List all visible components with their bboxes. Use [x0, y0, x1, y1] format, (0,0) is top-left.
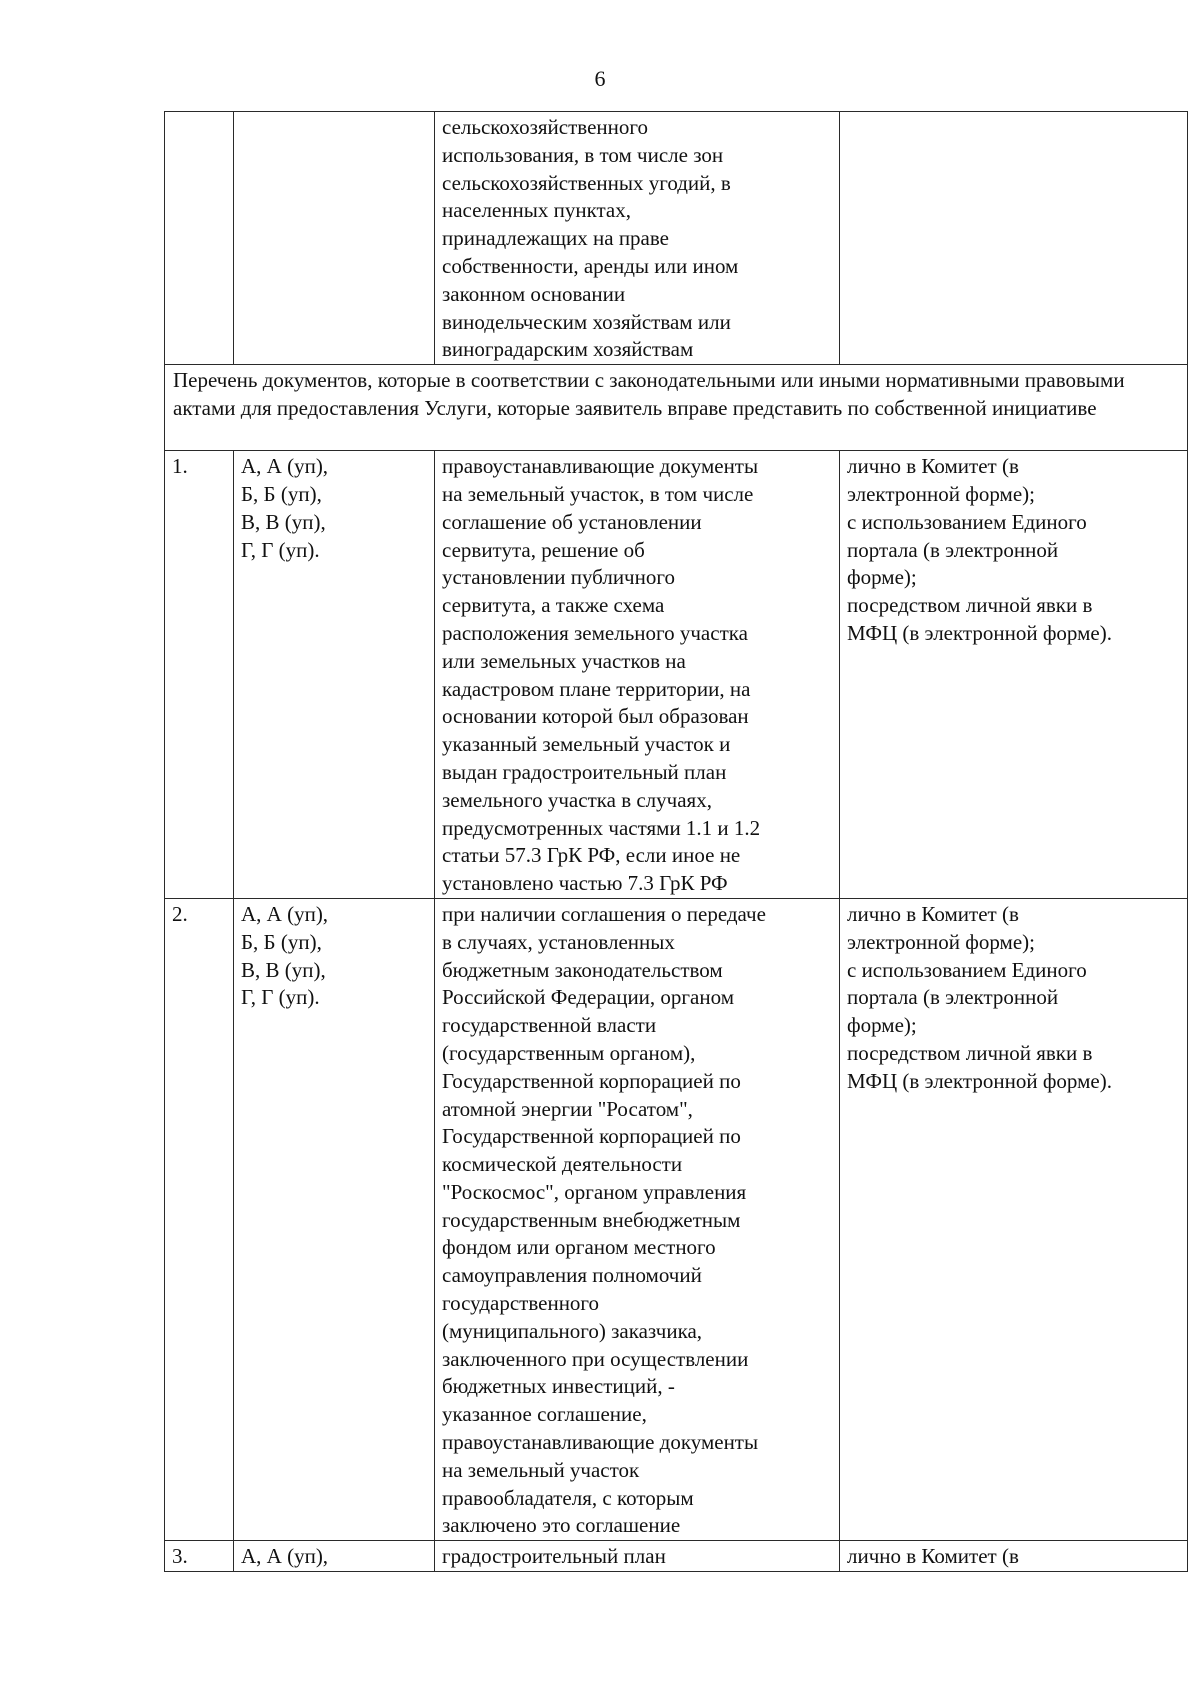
row-document: градостроительный план	[435, 1541, 840, 1572]
row-number: 3.	[165, 1541, 234, 1572]
cell-number	[165, 112, 234, 365]
row-number: 1.	[165, 451, 234, 899]
row-method: лично в Комитет (в	[840, 1541, 1188, 1572]
documents-table	[164, 111, 1188, 1572]
table-row-continuation	[165, 112, 1188, 365]
cell-categories	[234, 112, 435, 365]
row-number: 2.	[165, 898, 234, 1540]
row-method: лично в Комитет (в электронной форме); с использованием Единого портала (в электронной форме); посредством личной явки в МФЦ (в электронной форме).	[840, 898, 1188, 1540]
table-row	[165, 1541, 1188, 1572]
row-document: при наличии соглашения о передаче в случаях, установленных бюджетным законодательством Российской Федерации, органом государственной власти (государственным органом), Государственной корпорацией по атомной энергии "Росатом", Государственной корпорацией по космической деятельности "Роскосмос", органом управления государственным внебюджетным фондом или органом местного самоуправления полномочий государственного (муниципального) заказчика, заключенного при осуществлении бюджетных инвестиций, - указанное соглашение, правоустанавливающие документы на земельный участок правообладателя, с которым заключено это соглашение	[435, 898, 840, 1540]
table-row	[165, 451, 1188, 899]
page-number: 6	[594, 66, 606, 91]
cell-method	[840, 112, 1188, 365]
row-method: лично в Комитет (в электронной форме); с использованием Единого портала (в электронной форме); посредством личной явки в МФЦ (в электронной форме).	[840, 451, 1188, 899]
table-row	[165, 898, 1188, 1540]
section-header: Перечень документов, которые в соответствии с законодательными или иными нормативными правовыми актами для предоставления Услуги, которые заявитель вправе представить по собственной инициативе	[165, 365, 1188, 451]
row-categories: А, А (уп), Б, Б (уп), В, В (уп), Г, Г (уп).	[234, 451, 435, 899]
row-document: правоустанавливающие документы на земельный участок, в том числе соглашение об установлении сервитута, решение об установлении публичного сервитута, а также схема расположения земельного участка или земельных участков на кадастровом плане территории, на основании которой был образован указанный земельный участок и выдан градостроительный план земельного участка в случаях, предусмотренных частями 1.1 и 1.2 статьи 57.3 ГрК РФ, если иное не установлено частью 7.3 ГрК РФ	[435, 451, 840, 899]
row-categories: А, А (уп), Б, Б (уп), В, В (уп), Г, Г (уп).	[234, 898, 435, 1540]
table-section-header-row	[165, 365, 1188, 451]
cell-document: сельскохозяйственного использования, в том числе зон сельскохозяйственных угодий, в населенных пунктах, принадлежащих на праве собственности, аренды или ином законном основании винодельческим хозяйствам или виноградарским хозяйствам	[435, 112, 840, 365]
row-categories: А, А (уп),	[234, 1541, 435, 1572]
